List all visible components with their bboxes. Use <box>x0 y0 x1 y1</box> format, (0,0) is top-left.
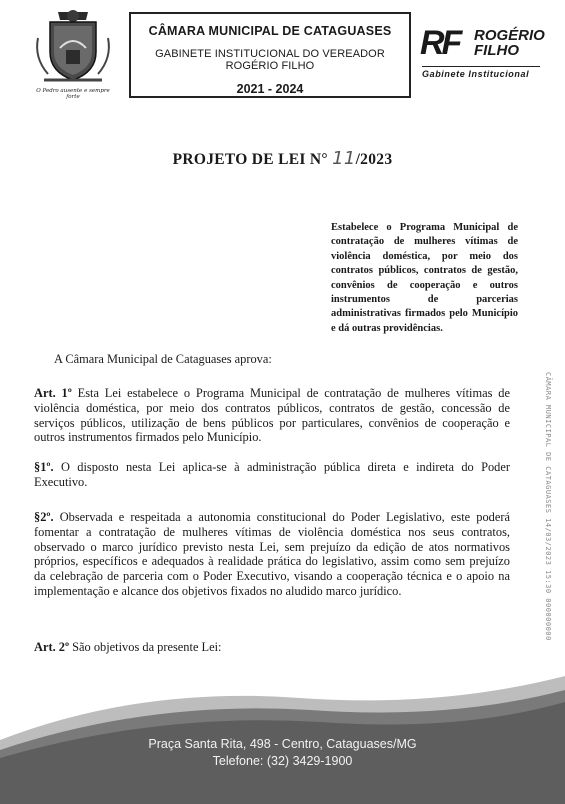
paragraph-1 <box>34 460 510 490</box>
article-1 <box>34 386 510 445</box>
rf-logo-subtitle: Gabinete Institucional <box>422 66 540 79</box>
bill-title <box>0 148 565 169</box>
rf-logo-mark: RF <box>420 24 460 62</box>
header-box <box>129 12 411 98</box>
rf-logo-name-last: FILHO <box>474 42 519 59</box>
footer-address: Praça Santa Rita, 498 - Centro, Cataguases/MG <box>148 737 417 751</box>
paragraph-2-label: §2º. <box>34 510 54 524</box>
coat-of-arms-icon <box>30 8 116 88</box>
paragraph-2-text: Observada e respeitada a autonomia constitucional do Poder Legislativo, este poderá fomentar a contratação de mulheres vítimas de violência doméstica nos seus contratos, observado o marco jurídico previsto nesta Lei, sem prejuízo da edição de atos normativos próprios, específicos e adequados à realidade prática do legislativo, assim como sem prejuízo da celebração de parceria com o Poder Executivo, visando a cooperação técnica e o apoio na implementação e alcance dos objetivos fixados no aludido marco jurídico. <box>34 510 510 598</box>
protocol-stamp-text: CÂMARA MUNICIPAL DE CATAGUASES 14/03/2023 15:30 000000000 <box>544 372 552 641</box>
enacting-clause: A Câmara Municipal de Cataguases aprova: <box>54 352 272 366</box>
article-2 <box>34 640 510 655</box>
article-2-text: São objetivos da presente Lei: <box>69 640 222 654</box>
municipal-crest <box>30 8 116 100</box>
paragraph-1-label: §1º. <box>34 460 54 474</box>
crest-motto: O Pedro ausente e sempre forte <box>36 88 110 100</box>
paragraph-1-text: O disposto nesta Lei aplica-se à administração pública direta e indireta do Poder Executivo. <box>34 460 510 489</box>
office-name: GABINETE INSTITUCIONAL DO VEREADOR ROGÉRIO FILHO <box>155 48 385 72</box>
bill-number-handwritten: 11 <box>332 148 356 169</box>
chamber-name: CÂMARA MUNICIPAL DE CATAGUASES <box>148 24 392 38</box>
bill-summary: Estabelece o Programa Municipal de contratação de mulheres vítimas de violência doméstica, por meio dos contratos públicos, contratos de gestão, convênios de cooperação e outros instrumentos de parcerias administrativas firmados pelo Município e dá outras providências. <box>331 222 518 334</box>
footer-phone: Telefone: (32) 3429-1900 <box>212 754 353 768</box>
article-1-text: Esta Lei estabelece o Programa Municipal de contratação de mulheres vítimas de violência doméstica, por meio dos contratos públicos, contratos de gestão, concessão de serviços públicos, utilização de bens públicos por particulares, convênios de cooperação e outros instrumentos firmados pelo Município. <box>34 386 510 445</box>
rf-logo-name-first: ROGÉRIO <box>474 27 545 44</box>
protocol-stamp <box>542 372 562 672</box>
article-1-label: Art. 1º <box>34 386 72 400</box>
rf-logo <box>420 26 550 86</box>
paragraph-2 <box>34 510 510 599</box>
article-2-label: Art. 2º <box>34 640 70 654</box>
bill-title-prefix: PROJETO DE LEI N° <box>172 151 328 168</box>
term-years: 2021 - 2024 <box>236 82 304 96</box>
bill-title-year: /2023 <box>355 151 393 168</box>
